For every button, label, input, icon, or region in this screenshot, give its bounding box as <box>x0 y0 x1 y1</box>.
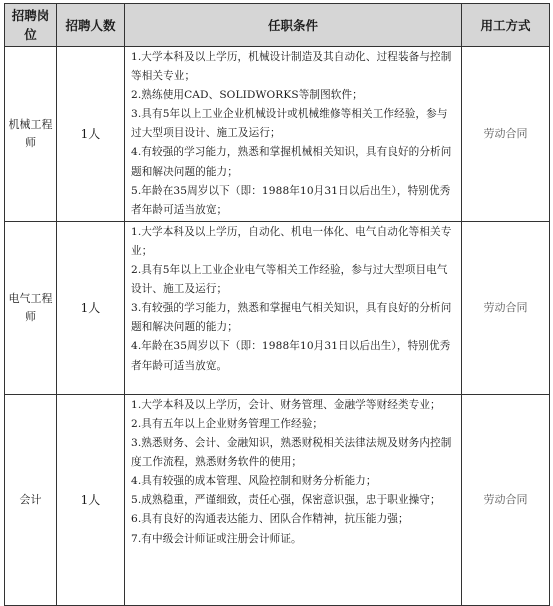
table-row <box>5 47 550 222</box>
requirement-line: 5.年龄在35周岁以下（即：1988年10月31日以后出生），特别优秀者年龄可适当放宽； <box>131 184 451 216</box>
requirement-line: 1.大学本科及以上学历，会计、财务管理、金融学等财经类专业； <box>131 398 441 411</box>
requirement-line: 3.有较强的学习能力，熟悉和掌握电气相关知识，具有良好的分析问题和解决问题的能力； <box>131 302 452 334</box>
requirements-cell <box>125 47 462 222</box>
requirement-line: 4.有较强的学习能力，熟悉和掌握机械相关知识，具有良好的分析问题和解决问题的能力； <box>131 146 452 178</box>
requirement-line: 1.大学本科及以上学历，自动化、机电一体化、电气自动化等相关专业； <box>131 225 452 257</box>
requirement-line: 3.熟悉财务、会计、金融知识，熟悉财税相关法律法规及财务内控制度工作流程，熟悉财务软件的使用； <box>131 437 452 469</box>
requirement-line: 7.有中级会计师证或注册会计师证。 <box>131 532 302 545</box>
header-post: 招聘岗位 <box>5 4 57 47</box>
employment-cell: 劳动合同 <box>462 47 550 222</box>
employment-cell: 劳动合同 <box>462 221 550 394</box>
recruitment-table <box>4 3 550 606</box>
count-cell: 1人 <box>57 394 125 605</box>
requirement-line: 6.具有良好的沟通表达能力、团队合作精神，抗压能力强； <box>131 513 409 526</box>
header-count: 招聘人数 <box>57 4 125 47</box>
requirements-cell <box>125 394 462 605</box>
header-employment: 用工方式 <box>462 4 550 47</box>
requirement-line: 1.大学本科及以上学历，机械设计制造及其自动化、过程装备与控制等相关专业； <box>131 51 452 83</box>
count-cell: 1人 <box>57 221 125 394</box>
header-row <box>5 4 550 47</box>
requirement-line: 5.成熟稳重，严谨细致，责任心强，保密意识强，忠于职业操守； <box>131 494 441 507</box>
post-cell: 会计 <box>5 394 57 605</box>
header-requirements: 任职条件 <box>125 4 462 47</box>
requirement-line: 4.具有较强的成本管理、风险控制和财务分析能力； <box>131 475 377 488</box>
table-row <box>5 221 550 394</box>
requirement-line: 2.熟练使用CAD、SOLIDWORKS等制图软件； <box>131 89 363 102</box>
post-cell: 电气工程师 <box>5 221 57 394</box>
requirements-cell <box>125 221 462 394</box>
table-row <box>5 394 550 605</box>
requirement-line: 2.具有5年以上工业企业电气等相关工作经验，参与过大型项目电气设计、施工及运行； <box>131 264 448 296</box>
post-cell: 机械工程师 <box>5 47 57 222</box>
requirement-line: 3.具有5年以上工业企业机械设计或机械维修等相关工作经验，参与过大型项目设计、施工及运行； <box>131 108 448 140</box>
employment-cell: 劳动合同 <box>462 394 550 605</box>
requirement-line: 2.具有五年以上企业财务管理工作经验； <box>131 417 324 430</box>
requirement-line: 4.年龄在35周岁以下（即：1988年10月31日以后出生），特别优秀者年龄可适当放宽。 <box>131 340 451 372</box>
count-cell: 1人 <box>57 47 125 222</box>
